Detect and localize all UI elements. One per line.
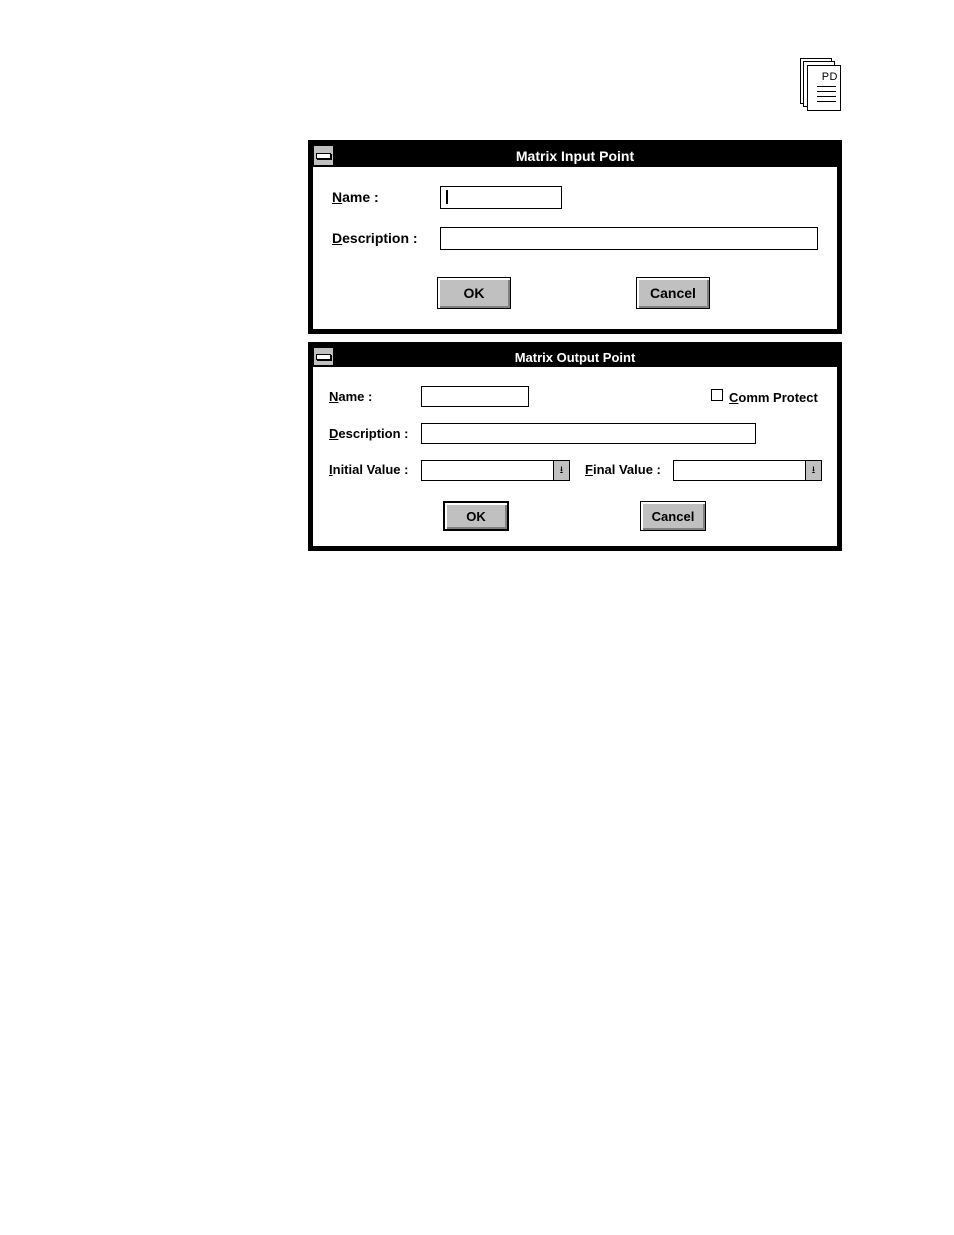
pd-icon-lines [817, 86, 836, 106]
title-bar [313, 347, 837, 367]
dialog-title: Matrix Output Point [514, 349, 636, 365]
dropdown-arrow-icon[interactable]: ⭳ [805, 461, 821, 480]
matrix-input-point-dialog [308, 140, 842, 334]
initial-value-label: Initial Value : [329, 462, 409, 477]
name-label: Name : [332, 189, 379, 205]
system-menu-icon[interactable] [314, 146, 334, 165]
cancel-button[interactable]: Cancel [636, 277, 710, 309]
name-input[interactable] [421, 386, 529, 407]
ok-button[interactable]: OK [443, 501, 509, 531]
description-input[interactable] [440, 227, 818, 250]
comm-protect-label[interactable]: Comm Protect [729, 390, 818, 405]
description-label: Description : [329, 426, 409, 441]
pd-icon-label: PD [821, 71, 838, 83]
ok-button[interactable]: OK [437, 277, 511, 309]
dialog-title: Matrix Input Point [515, 148, 635, 164]
cancel-button[interactable]: Cancel [640, 501, 706, 531]
description-input[interactable] [421, 423, 756, 444]
name-label: Name : [329, 389, 373, 404]
final-value-label: Final Value : [585, 462, 661, 477]
final-value-dropdown[interactable] [673, 460, 822, 481]
document-pd-icon [800, 58, 842, 112]
title-bar [313, 145, 837, 167]
name-input[interactable] [440, 186, 562, 209]
description-label: Description : [332, 230, 418, 246]
comm-protect-checkbox[interactable] [711, 389, 723, 401]
dropdown-arrow-icon[interactable]: ⭳ [553, 461, 569, 480]
matrix-output-point-dialog [308, 342, 842, 551]
initial-value-dropdown[interactable] [421, 460, 570, 481]
sheet-front [807, 65, 841, 111]
system-menu-icon[interactable] [314, 348, 334, 365]
text-caret [446, 190, 448, 204]
